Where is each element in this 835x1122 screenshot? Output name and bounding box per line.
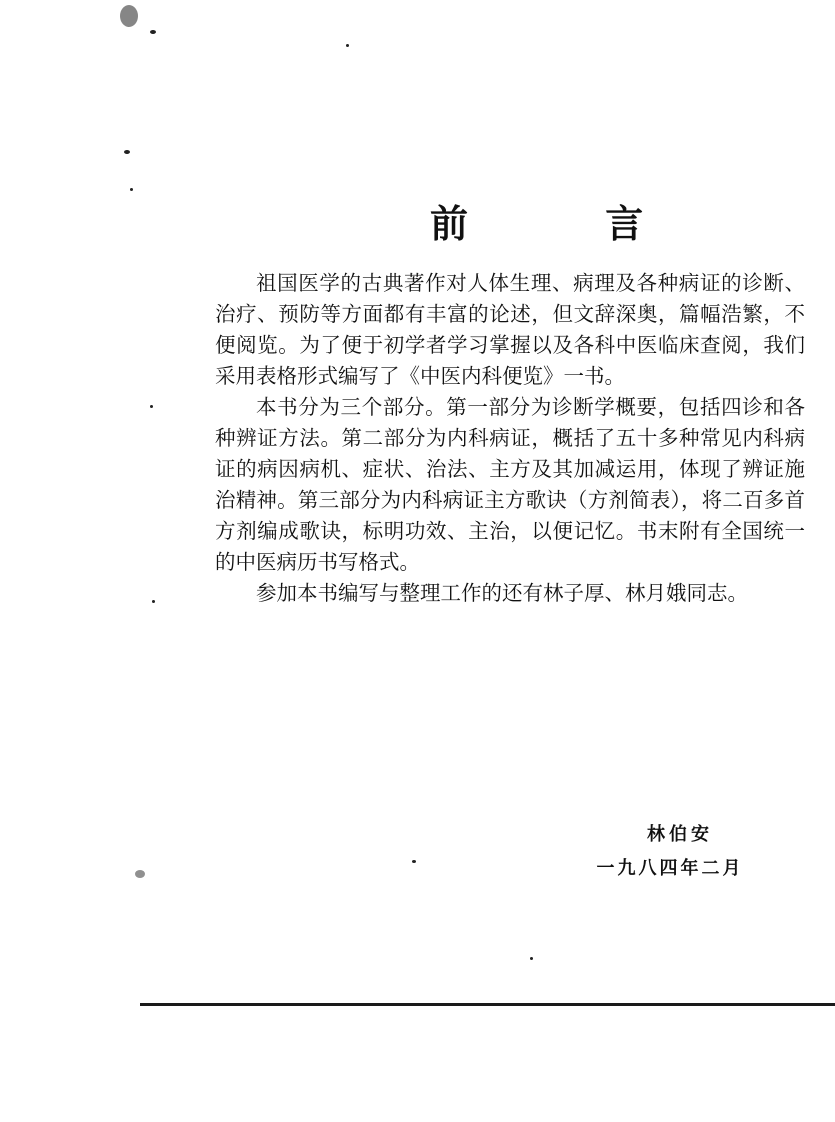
paragraph: 本书分为三个部分。第一部分为诊断学概要，包括四诊和各种辨证方法。第二部分为内科病证，概括了五十多种常见内科病证的病因病机、症状、治法、主方及其加减运用，体现了辨证施治精神。第三部分为内科病证主方歌诀（方剂简表），将二百多首方剂编成歌诀，标明功效、主治，以便记忆。书末附有全国统一的中医病历书写格式。 <box>215 395 805 574</box>
signature-block <box>560 818 780 886</box>
scan-speck <box>124 150 130 154</box>
scan-speck <box>530 957 533 960</box>
scan-speck <box>150 30 156 34</box>
paragraph: 参加本书编写与整理工作的还有林子厚、林月娥同志。 <box>256 581 748 605</box>
scan-speck <box>120 5 138 27</box>
author-name: 林伯安 <box>647 824 713 845</box>
scan-speck <box>412 860 416 863</box>
bottom-rule <box>140 1003 835 1006</box>
page-title: 前 言 <box>430 201 706 247</box>
scan-speck <box>150 405 153 408</box>
scan-speck <box>130 188 133 191</box>
body-text <box>215 268 805 609</box>
scan-speck <box>346 44 349 47</box>
paragraph: 祖国医学的古典著作对人体生理、病理及各种病证的诊断、治疗、预防等方面都有丰富的论述，但文辞深奥，篇幅浩繁，不便阅览。为了便于初学者学习掌握以及各科中医临床查阅，我们采用表格形式编写了《中医内科便览》一书。 <box>215 271 805 388</box>
scan-speck <box>135 870 145 878</box>
signature-date: 一九八四年二月 <box>596 858 744 879</box>
scan-speck <box>152 600 155 603</box>
